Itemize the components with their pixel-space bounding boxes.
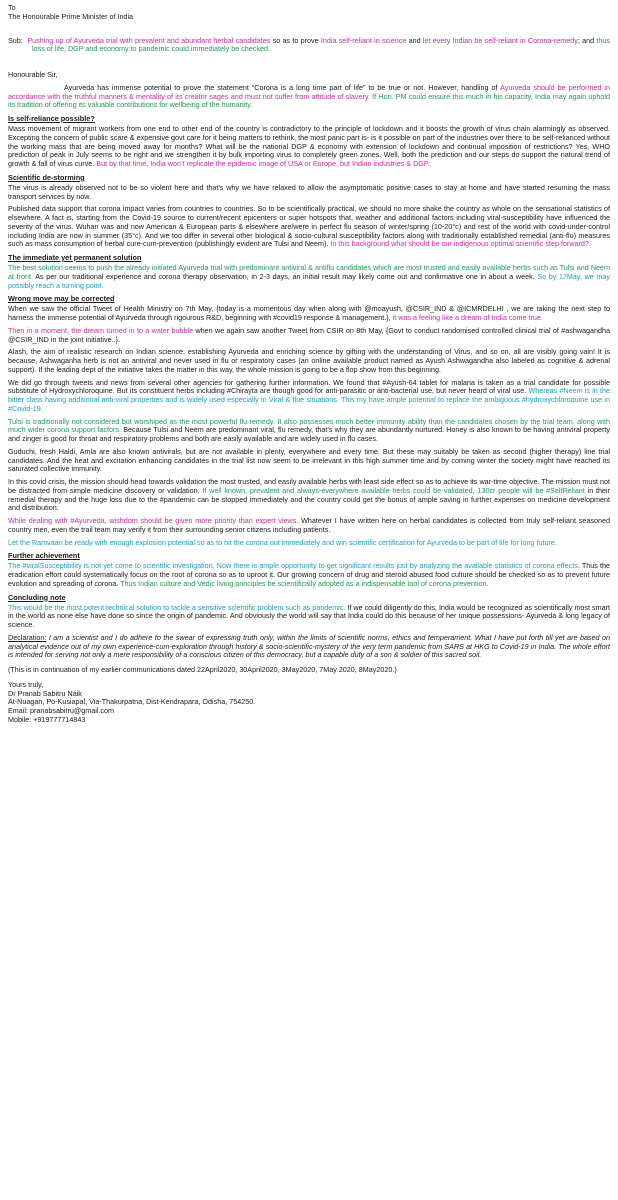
wrong-move-paragraph-3: Alash, the aim of realistic research on Indian science, establishing Ayurveda and enriching science by gifting with the understanding of Virus, and so on, all are visibly going vain! It is because, Ashwaganha herb is not an antiviral and never used in flu or respiratory cases (an online available product named as Ayush Ashwagandha also labeled as cognitive & adrenal support). If the leading dept of the initiative takes the matter in this way, the whole mission is going to be a flop show from this beginning. bbox=[8, 347, 610, 374]
subject-part6: ; and bbox=[577, 35, 597, 45]
declaration-label: Declaration: bbox=[8, 632, 47, 642]
solution-text-c: So by 17May, we may possibly reach a turning point. bbox=[8, 271, 610, 290]
wrong-move-text-5a: Tulsi is traditionally not considered but worshiped as the most powerful flu remedy. It also possesses much better immunity ability than the candidates chosen by the trial team, along with much wider corona support factors. bbox=[8, 416, 610, 435]
heading-further-achievement: Further achievement bbox=[8, 551, 80, 561]
intro-paragraph bbox=[8, 84, 610, 110]
wrong-move-text-5b: Because Tulsi and Neem are predominant viral, flu remedy, that’s why they are abundantly nurtured. Honey is also known to be having antiviral property and zinger is good for throat and respiratory problems and both are easily available and are widely used in flu cases. bbox=[8, 425, 610, 443]
wrong-move-text-7b: If well known, prevalent and always-everywhere available herbs could be validated, 130cr people will be #SelfReliant bbox=[202, 485, 585, 495]
heading-concluding-note: Concluding note bbox=[8, 592, 66, 602]
intro-text-c: If Hon. PM could ensure this much in his capacity, India may again uphold its tradition of offering its valuable contributions for wellbeing of the humanity. bbox=[8, 91, 610, 110]
wrong-move-paragraph-7 bbox=[8, 478, 610, 513]
recipient-line: The Honourable Prime Minister of India bbox=[8, 11, 134, 21]
signer-mobile: Mobile: +919777714843 bbox=[8, 714, 86, 724]
intro-text-a: Ayurveda has immense potential to prove the statement “Corona is a long time part of life” to be true or not. However, handling of bbox=[64, 82, 501, 92]
wrong-move-text-1a: When we saw the official Tweet of Health Ministry on 7th May, {today is a momentous day when along with @moayush, @CSIR_IND & @ICMRDELHI , we are taking the next step to harness the immense potential of Ayurveda through rigourous R&D, beginning with #covid19 response & management.}, bbox=[8, 304, 610, 322]
subject-part1: Pushing up of Ayurveda trial with prevalent and abundant herbal candidates bbox=[27, 35, 271, 45]
de-storming-paragraph-2 bbox=[8, 205, 610, 249]
heading-wrong-move: Wrong move may be corrected bbox=[8, 294, 115, 304]
heading-solution: The immediate yet permanent solution bbox=[8, 253, 142, 262]
de-storming-text-a: Published data support that corona impact varies from countries to countries. So to be scientifically practical, we should no more shake the country as whole on the sensational statistics of elsewhere. A fact is, starting from the Covid-19 source to current/recent epicenters or super hotspots that, weather and additional factors including viral-susceptibility have influenced the severity of the virus. Wuhan was and now American & European parts & elsewhere are/were in perfect flu season of winter/spring (10-20°c) and rest of the world with covid-under-control including India are now in summer (35°c). And we too differ in several other biological & socio-cultural susceptibility factors along with traditionally established remedial (anti-flu) measures such as mass consumption of herbal cure-cum-prevention (publishingly evident are Tulsi and Neem). bbox=[8, 204, 610, 249]
concluding-text-a: This would be the most potent technical solution to tackle a sensitive scientific problem such as pandemic. bbox=[8, 602, 346, 612]
signer-email: Email: pranabsabitru@gmail.com bbox=[8, 706, 114, 715]
wrong-move-paragraph-4 bbox=[8, 379, 610, 414]
wrong-move-paragraph-6: Guduchi, fresh Haldi, Amla are also known antivirals, but are not available in plenty, everywhere and every time. But these may suitably be taken as second (higher therapy) line trial candidates. And the heat and excitation enhancing candidates in the trial list now seem to be irrelevant in this high summer time and by coming winter the society might have reached its saturated collective immunity. bbox=[8, 446, 610, 474]
subject-part5: let every Indian be self-reliant in Corona-remedy bbox=[422, 35, 578, 45]
solution-text-a: The best solution seems to push the already initiated Ayurveda trial with predominant antiviral & antiflu candidates which are most trusted and easily available herbs such as Tulsi and Neem at front. bbox=[8, 263, 610, 281]
intro-text-b: Ayurveda should be performed in accordance with the truthful manners & mentality of its creator sages and must not suffer from attitude of slavery. bbox=[8, 82, 610, 101]
subject-label: Sub: bbox=[8, 35, 23, 45]
de-storming-paragraph-1: The virus is already observed not to be so violent here and that’s why we have relaxed to allow the asymptomatic positive cases to stay at home and have started resuming the mass transport services by now. bbox=[8, 182, 610, 201]
wrong-move-text-4a: We did go through tweets and news from several other agencies for gathering further information. We found that #Ayush-64 tablet for malaria is taken as a trial candidate for possible substitute of Hydroxychloroquine. But its constituent herbs including #Chirayta are though good for anti-parasitic or anti-bacterial use, but never heard of viral use. bbox=[8, 377, 610, 396]
wrong-move-text-2a: Then in a moment, the dream turned in to a water bubble bbox=[8, 325, 194, 335]
further-text-a: The #viralSusceptibility is not yet come to scientific investigation. Now there is ample opportunity to get significant results just by analyzing the available statistics of corona effects. bbox=[8, 561, 580, 571]
wrong-move-text-8b: Whatever I have written here on herbal candidates is collected from truly self-reliant seasoned country men, even the trail team may verify it from their surrounding senior citizens including patients. bbox=[8, 516, 610, 534]
signer-name: Dr Pranab Sabitru Naik bbox=[8, 688, 82, 698]
subject-part2: so as to prove bbox=[270, 35, 321, 45]
continuation-note: (This is in continuation of my earlier communications dated 22April2020, 30April2020, 3May2020, 7May 2020, 8May2020.) bbox=[8, 665, 397, 674]
signer-address: At-Nuagan, Po-Kusiapal, Via-Thakurpatna, Dist-Kendrapara, Odisha, 754250. bbox=[8, 697, 256, 707]
concluding-text-b: If we could diligently do this, India would be recognized as scientifically most smart in the world as none else have done so since the origin of pandemic. And obviously the world will say that India could do this because of her unique possessions- Ayurveda & long legacy of science. bbox=[8, 602, 610, 629]
declaration-paragraph bbox=[8, 634, 610, 660]
de-storming-text-b: In this background what should be our indigenous optimal scientific step forward? bbox=[330, 239, 589, 249]
wrong-move-paragraph-8 bbox=[8, 517, 610, 535]
heading-de-storming: Scientific de-storming bbox=[8, 172, 85, 182]
wrong-move-text-7c: in their remedial therapy and the huge loss due to the #pandemic can be stopped immediately and the country could get the bonus of ample saving in further expenses on medicine development and distribution. bbox=[8, 485, 610, 513]
address-block bbox=[8, 4, 610, 22]
wrong-move-text-1b: it was a feeling like a dream of India come true. bbox=[392, 313, 543, 322]
wrong-move-paragraph-2 bbox=[8, 327, 610, 345]
further-text-b: Thus the eradication effort could systematically focus on the root of corona so as to uproot it. Our growing concern of drug and steroid abused food culture should be checked so as to prevent future evolution and spreading of corona. bbox=[8, 561, 610, 588]
concluding-paragraph bbox=[8, 604, 610, 630]
self-reliance-text-a: Mass movement of migrant workers from one end to other end of the country is contradictory to the principle of lockdown and it boosts the growth of virus chain alarmingly as observed. Excepting the concern of public scare & expensive govt care for it being matters to rethink, the most panic part is- is it possible on part of the industries over there to be self-relianced without the working mass that are being moved away for months? What will be the national DGP & economy with extension of lockdown and continual imposition of restrictions? Yes, WHO prediction of peak in July seems to be right and we strengthen it by bulk importing virus to completely green zones. Well, both the prediction and our steps do support the natural trend of growth & fall of virus curve. bbox=[8, 124, 610, 168]
self-reliance-paragraph bbox=[8, 125, 610, 169]
wrong-move-text-2b: when we again saw another Tweet from CSIR on 8th May, {Govt to conduct randomised controlled clinical trial of #ashwagandha @CSIR_IND in the joint initiative..}. bbox=[8, 325, 610, 344]
to-line: To bbox=[8, 3, 16, 12]
declaration-text: I am a scientist and I do adhere to the swear of expressing truth only, within the limits of scientific norms, ethics and temperament. What I have put forth till yet are based on analytical evidence out of my own experience-cum-exploration through history & socio-scientific-mystery of the very term pandemic from SARS at HKG to Covid-19 in India. The whole effort is intended for serving not only a mere responsibility of a conscious citizen of this democracy, but a capable duty of a son & soldier of this sacred soil. bbox=[8, 632, 610, 660]
wrong-move-paragraph-1 bbox=[8, 305, 610, 323]
subject-part3: India self-reliant in science bbox=[320, 35, 407, 45]
wrong-move-paragraph-5 bbox=[8, 418, 610, 444]
subject-line bbox=[8, 37, 610, 55]
wrong-move-text-7a: In this covid crisis, the mission should head towards validation the most trusted, and easily available herbs with least side effect so as to achieve its war-time objective. The mission must not be distracted from simple medicine discovery or validation. bbox=[8, 477, 610, 495]
self-reliance-text-b: But by that time, India won’t replicate the epidemic image of USA or Europe, but Indian industries & DGP. bbox=[96, 159, 430, 168]
wrong-move-paragraph-9: Let the Ramvaan be ready with enough explosion potential so as to hit the corona out immediately and win scientific certification for Ayurveda to be part of life for long future. bbox=[8, 537, 557, 547]
wrong-move-text-8a: While dealing with #Ayurveda, wishdom should be given more priority than expert views. bbox=[8, 516, 299, 525]
further-achievement-paragraph bbox=[8, 562, 610, 588]
subject-part4: and bbox=[406, 35, 423, 45]
heading-self-reliance: Is self-reliance possible? bbox=[8, 114, 95, 123]
solution-paragraph bbox=[8, 264, 610, 290]
salutation: Honourable Sir, bbox=[8, 70, 58, 79]
solution-text-b: As per our traditional experience and corona therapy observation, in 2-3 days, an initial result may likely come out and confirmative one in about a week. bbox=[33, 271, 538, 281]
further-text-c: Thus Indian culture and Vedic living principles be scientifically adopted as a indispensable tool of corona prevention. bbox=[120, 578, 489, 588]
subject-part7: thus loss of life, DGP and economy to pandemic could immediately be checked. bbox=[32, 35, 610, 54]
signature-block bbox=[8, 681, 610, 725]
closing-line: Yours truly, bbox=[8, 679, 44, 689]
wrong-move-text-4b: Whereas #Neem is in the bitter class having additional anti-viral properties and is widely used especially in Viral & flue situations. This my have ample potential to replace the ambiguous #hydroxychloroquine use in #Covid-19. bbox=[8, 386, 610, 413]
